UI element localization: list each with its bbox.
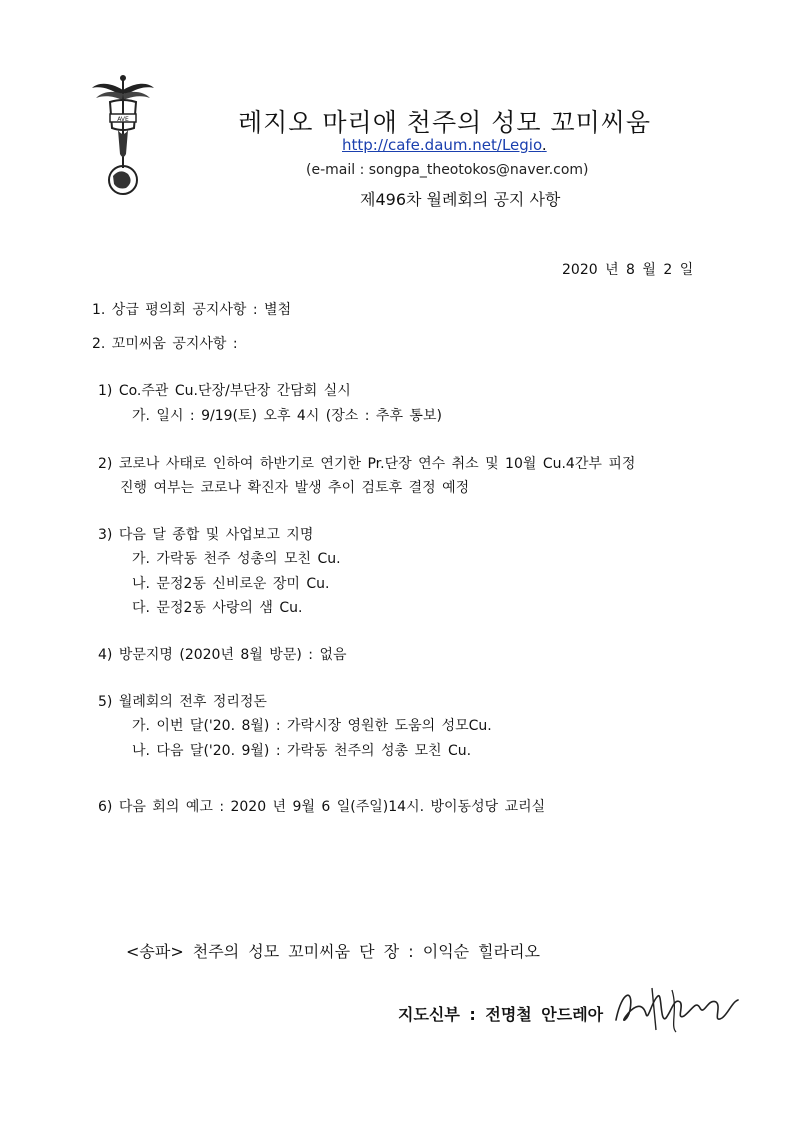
item-3-line: 나. 문정2동 신비로운 장미 Cu. xyxy=(132,576,330,592)
section-1: 1. 상급 평의회 공지사항 : 별첨 xyxy=(92,302,292,318)
item-5-line: 나. 다음 달('20. 9월) : 가락동 천주의 성총 모친 Cu. xyxy=(132,743,472,759)
notice-subtitle: 제496차 월례회의 공지 사항 xyxy=(360,190,561,209)
item-3-line: 다. 문정2동 사랑의 샘 Cu. xyxy=(132,600,303,616)
item-2-title: 2) 코로나 사태로 인하여 하반기로 연기한 Pr.단장 연수 취소 및 10월 Cu.4간부 피정 xyxy=(98,456,636,472)
cafe-link-text[interactable]: http://cafe.daum.net/Legio xyxy=(342,136,542,154)
page-title: 레지오 마리애 천주의 성모 꼬미씨움 xyxy=(238,108,652,137)
document-date: 2020 년 8 월 2 일 xyxy=(562,262,694,278)
cafe-link[interactable] xyxy=(342,136,547,154)
president-signature-line: <송파> 천주의 성모 꼬미씨움 단 장 : 이익순 힐라리오 xyxy=(126,942,541,961)
item-3-title: 3) 다음 달 종합 및 사업보고 지명 xyxy=(98,527,314,543)
item-6-title: 6) 다음 회의 예고 : 2020 년 9월 6 일(주일)14시. 방이동성당 교리실 xyxy=(98,799,546,815)
legio-emblem-icon xyxy=(90,72,156,212)
cafe-link-suffix: . xyxy=(541,136,547,154)
emblem-label: AVE xyxy=(117,116,129,123)
item-5-title: 5) 월례회의 전후 정리정돈 xyxy=(98,694,267,710)
item-1-title: 1) Co.주관 Cu.단장/부단장 간담회 실시 xyxy=(98,383,351,399)
director-signature-line: 지도신부 : 전명철 안드레아 xyxy=(398,1005,604,1024)
section-2: 2. 꼬미씨움 공지사항 : xyxy=(92,336,238,352)
handwritten-signature-icon xyxy=(612,980,742,1040)
item-1-line: 가. 일시 : 9/19(토) 오후 4시 (장소 : 추후 통보) xyxy=(132,408,442,424)
item-2-line: 진행 여부는 코로나 확진자 발생 추이 검토후 결정 예정 xyxy=(120,480,470,496)
contact-email: (e-mail : songpa_theotokos@naver.com) xyxy=(306,162,589,178)
item-5-line: 가. 이번 달('20. 8월) : 가락시장 영원한 도움의 성모Cu. xyxy=(132,718,492,734)
item-3-line: 가. 가락동 천주 성총의 모친 Cu. xyxy=(132,551,341,567)
item-4-title: 4) 방문지명 (2020년 8월 방문) : 없음 xyxy=(98,647,347,663)
